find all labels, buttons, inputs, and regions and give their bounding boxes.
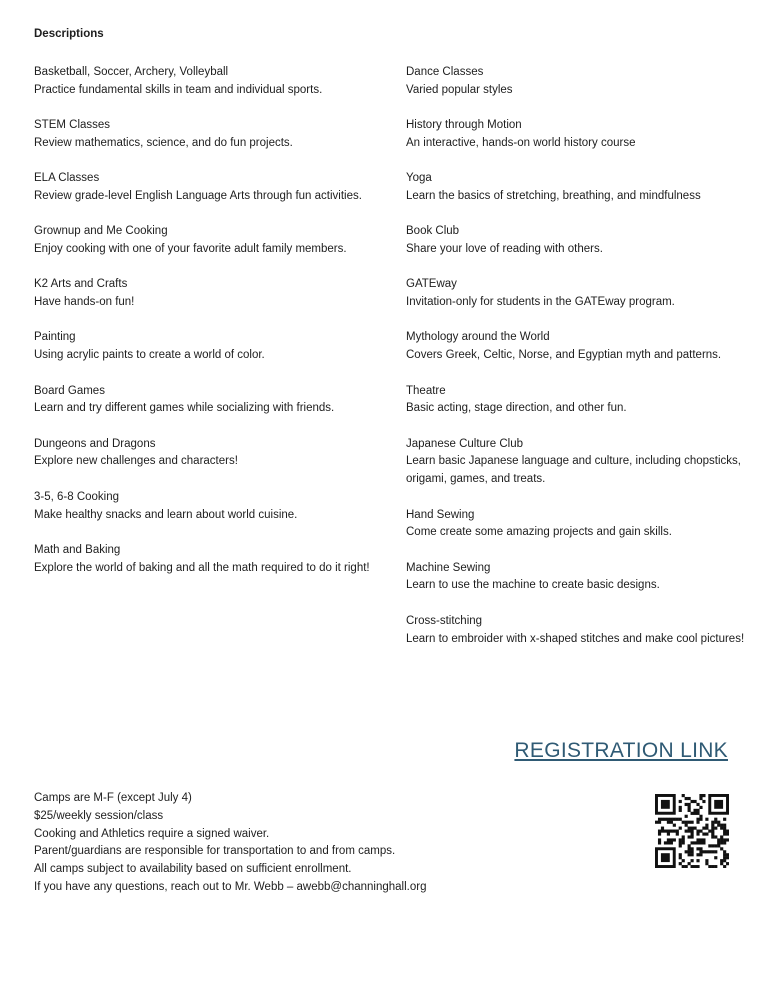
qr-code-icon[interactable] <box>655 794 729 868</box>
list-item <box>34 436 374 472</box>
list-item <box>34 329 374 365</box>
item-description: Invitation-only for students in the GATEway program. <box>406 296 675 309</box>
item-title: ELA Classes <box>34 172 100 185</box>
item-title: Dance Classes <box>406 66 484 78</box>
list-item <box>34 542 374 578</box>
item-description: Basic acting, stage direction, and other fun. <box>406 402 627 415</box>
item-title: History through Motion <box>406 119 522 132</box>
item-description: Learn basic Japanese language and culture, including chopsticks, origami, games, and treats. <box>406 455 741 486</box>
list-item <box>34 489 374 525</box>
item-title: Japanese Culture Club <box>406 437 523 450</box>
list-item <box>406 276 746 312</box>
list-item <box>406 613 746 649</box>
list-item <box>34 276 374 312</box>
note-line: $25/weekly session/class <box>34 809 164 822</box>
list-item <box>34 223 374 259</box>
list-item <box>34 383 374 419</box>
item-title: Yoga <box>406 172 432 185</box>
list-item <box>406 64 746 100</box>
registration-link[interactable]: REGISTRATION LINK <box>514 739 728 762</box>
list-item <box>406 560 746 596</box>
item-title: Cross-stitching <box>406 614 483 627</box>
item-title: Machine Sewing <box>406 561 491 574</box>
item-description: Enjoy cooking with one of your favorite adult family members. <box>34 243 347 256</box>
item-title: Basketball, Soccer, Archery, Volleyball <box>34 66 229 78</box>
item-title: STEM Classes <box>34 119 111 132</box>
note-line: If you have any questions, reach out to Mr. Webb – awebb@channinghall.org <box>34 880 427 893</box>
item-title: Hand Sewing <box>406 508 475 521</box>
item-title: K2 Arts and Crafts <box>34 278 128 291</box>
item-title: Painting <box>34 331 76 344</box>
note-line: All camps subject to availability based on sufficient enrollment. <box>34 863 352 876</box>
item-description: Review grade-level English Language Arts through fun activities. <box>34 189 362 202</box>
item-description: Make healthy snacks and learn about world cuisine. <box>34 508 298 521</box>
note-line: Camps are M-F (except July 4) <box>34 792 192 804</box>
list-item <box>406 170 746 206</box>
list-item <box>34 170 374 206</box>
item-description: Varied popular styles <box>406 83 513 96</box>
camp-notes <box>34 790 594 897</box>
page-heading: Descriptions <box>34 28 104 40</box>
item-description: Learn and try different games while socializing with friends. <box>34 402 335 415</box>
list-item <box>406 117 746 153</box>
item-title: Grownup and Me Cooking <box>34 225 168 238</box>
item-description: Learn to embroider with x-shaped stitches and make cool pictures! <box>406 632 745 645</box>
item-title: Board Games <box>34 384 105 397</box>
right-descriptions-column <box>406 64 746 666</box>
list-item <box>34 117 374 153</box>
item-description: Learn the basics of stretching, breathing, and mindfulness <box>406 189 701 202</box>
item-description: Explore new challenges and characters! <box>34 455 238 468</box>
item-title: Math and Baking <box>34 543 121 556</box>
list-item <box>406 223 746 259</box>
list-item <box>406 507 746 543</box>
item-title: Mythology around the World <box>406 331 550 344</box>
list-item <box>34 64 374 100</box>
item-title: Book Club <box>406 225 460 238</box>
note-line: Cooking and Athletics require a signed waiver. <box>34 827 270 840</box>
left-descriptions-column <box>34 64 374 595</box>
item-title: Theatre <box>406 384 446 397</box>
item-description: Come create some amazing projects and gain skills. <box>406 526 672 539</box>
item-description: Covers Greek, Celtic, Norse, and Egyptian myth and patterns. <box>406 349 722 362</box>
item-title: Dungeons and Dragons <box>34 437 156 450</box>
item-description: Explore the world of baking and all the math required to do it right! <box>34 561 370 574</box>
item-description: Have hands-on fun! <box>34 296 135 309</box>
list-item <box>406 436 746 489</box>
item-description: Learn to use the machine to create basic designs. <box>406 579 660 592</box>
item-description: Using acrylic paints to create a world of color. <box>34 349 265 362</box>
item-description: Review mathematics, science, and do fun projects. <box>34 136 293 149</box>
note-line: Parent/guardians are responsible for transportation to and from camps. <box>34 845 396 858</box>
item-title: GATEway <box>406 278 457 291</box>
item-description: An interactive, hands-on world history course <box>406 136 636 149</box>
item-description: Share your love of reading with others. <box>406 243 603 256</box>
list-item <box>406 329 746 365</box>
list-item <box>406 383 746 419</box>
item-title: 3-5, 6-8 Cooking <box>34 490 120 503</box>
item-description: Practice fundamental skills in team and individual sports. <box>34 83 323 96</box>
